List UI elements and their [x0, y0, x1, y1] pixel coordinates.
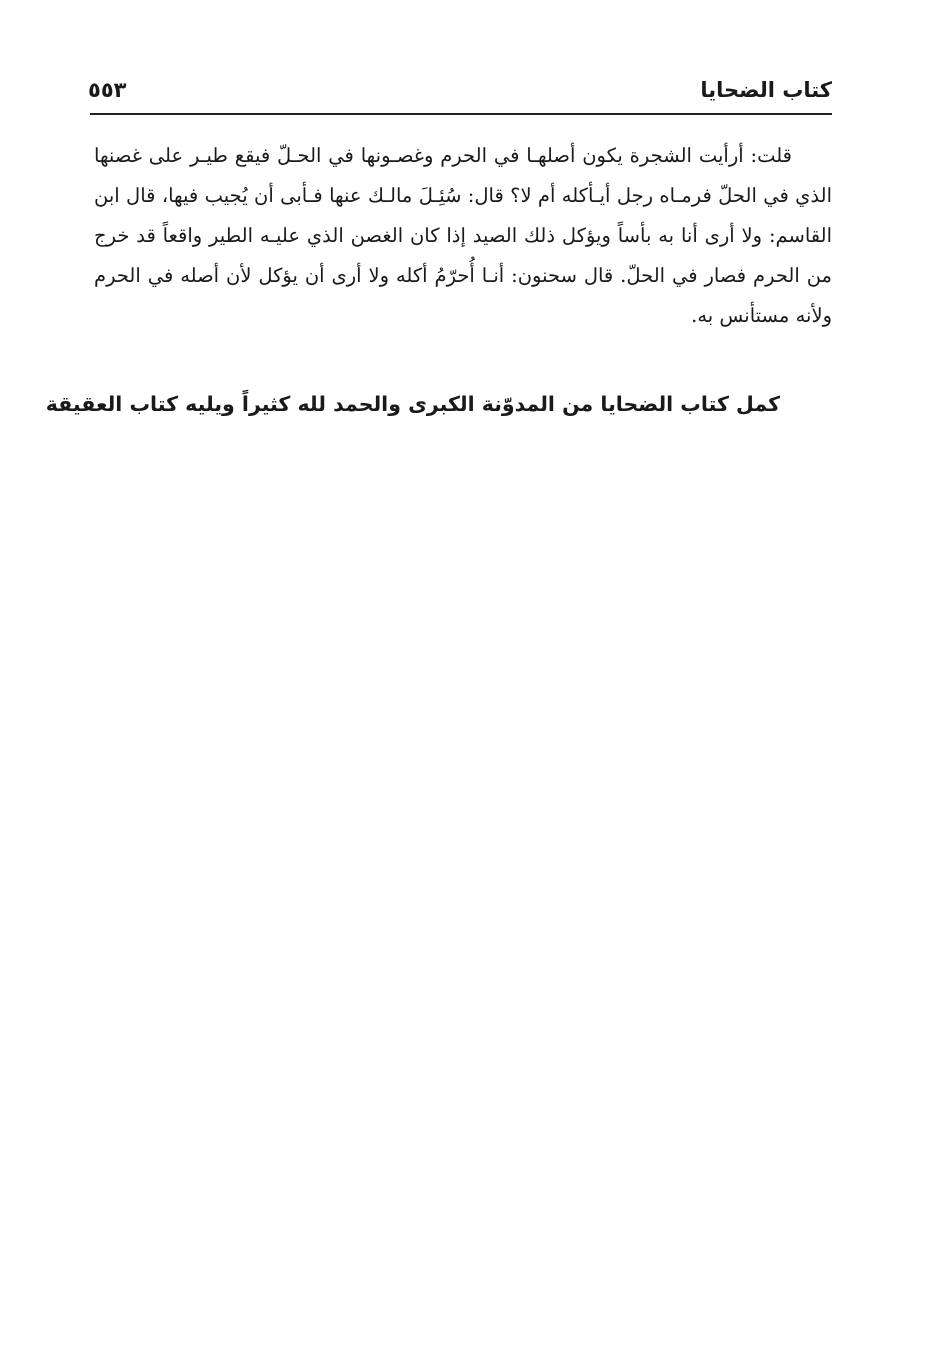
closing-line: كمل كتاب الضحايا من المدوّنة الكبرى والحمد لله كثيراً ويليه كتاب العقيقة — [45, 392, 780, 416]
running-title: كتاب الضحايا — [700, 78, 832, 102]
page-number: ٥٥٣ — [88, 78, 127, 102]
main-text-block — [94, 136, 832, 336]
header-divider — [90, 113, 832, 115]
body-paragraph: قلت: أرأيت الشجرة يكون أصلهـا في الحرم وغصـونها في الحـلّ فيقع طيـر على غصنها الذي في الحلّ فرمـاه رجل أيـأكله أم لا؟ قال: سُئِـلَ مالـك عنها فـأبى أن يُجيب فيها، قال ابن القاسم: ولا أرى أنا به بأساً ويؤكل ذلك الصيد إذا كان الغصن الذي عليـه الطير واقعاً قد خرج من الحرم فصار في الحلّ. قال سحنون: أنـا أُحرّمُ أكله ولا أرى أن يؤكل لأن أصله في الحرم ولأنه مستأنس به. — [94, 144, 832, 327]
page-header — [88, 72, 832, 112]
